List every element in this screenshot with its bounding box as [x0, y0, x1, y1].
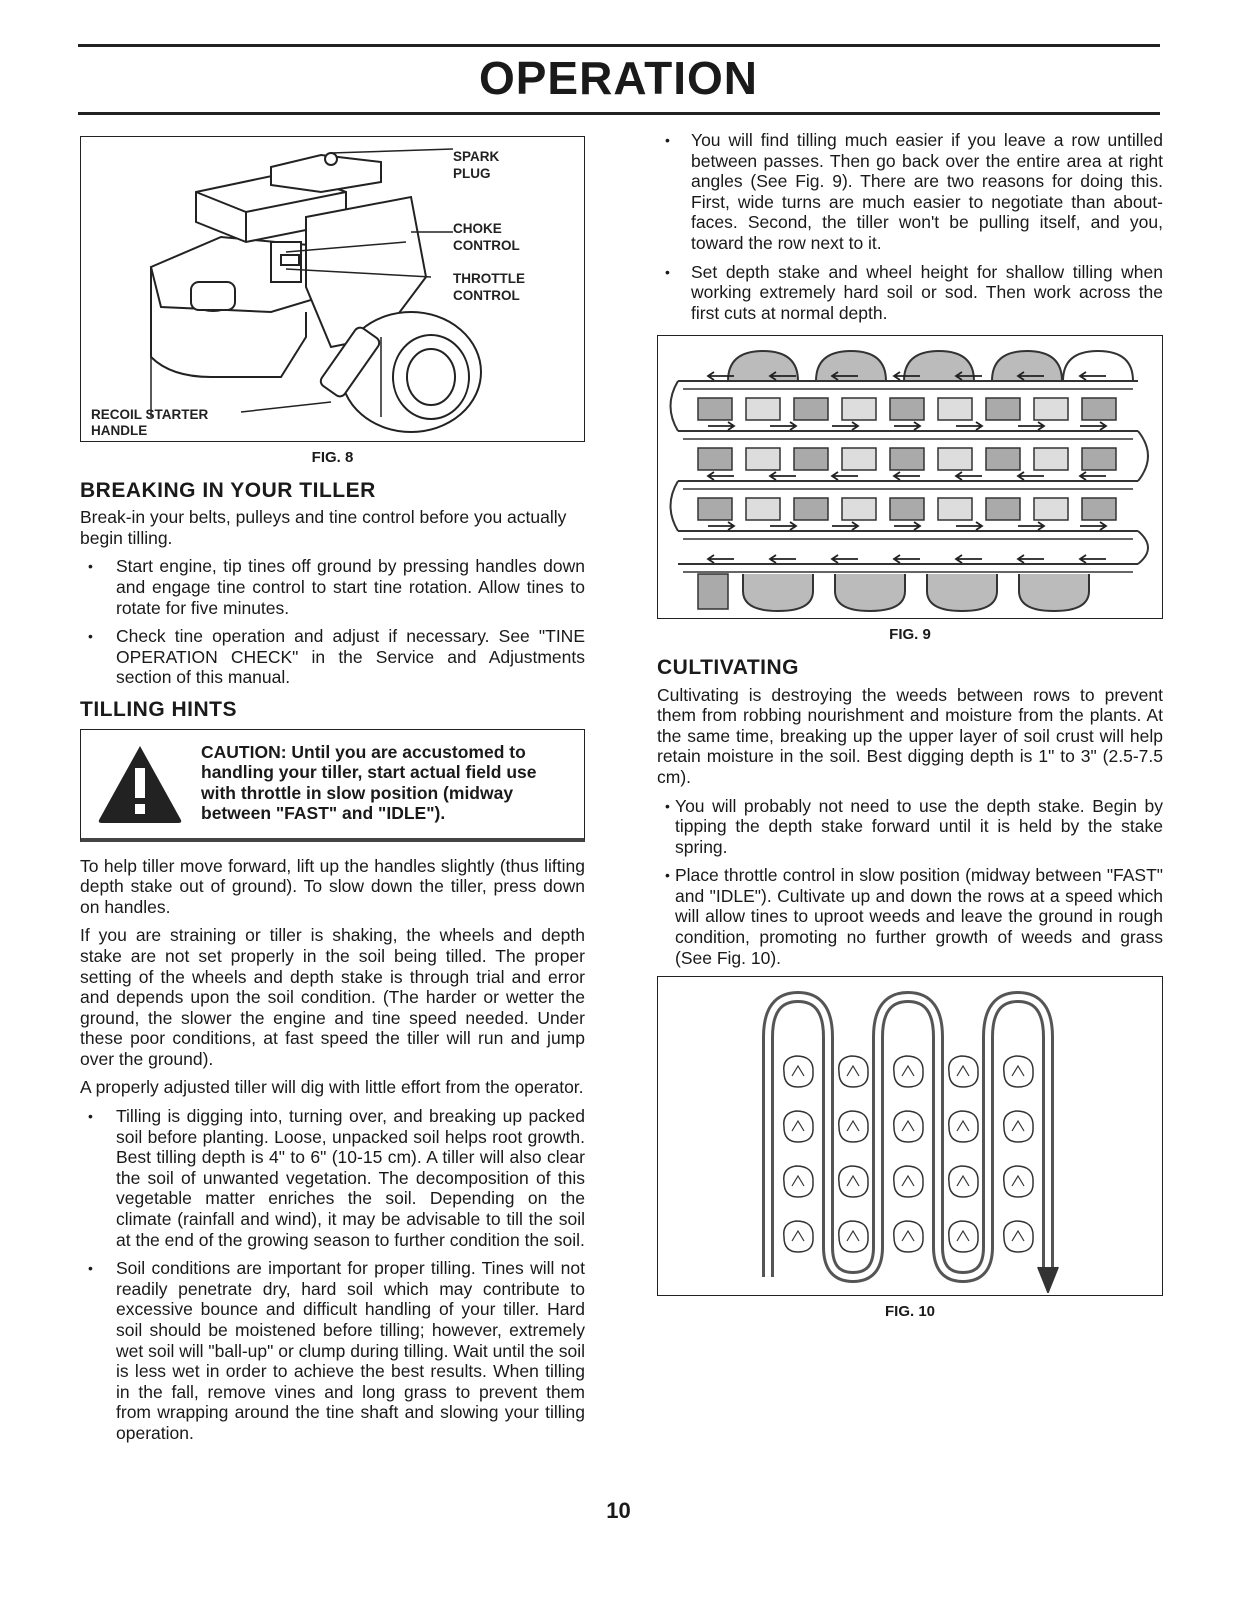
tilled-strip: [1034, 398, 1068, 420]
tilling-hints-list: [80, 1106, 585, 1444]
plant-icon: [894, 1111, 923, 1142]
direction-arrow: [894, 555, 920, 563]
tilled-strip: [890, 448, 924, 470]
plant-icon: [839, 1221, 868, 1252]
top-rule: [78, 44, 1160, 47]
direction-arrow: [956, 472, 982, 480]
tilled-strip: [1082, 448, 1116, 470]
plant-icon: [839, 1056, 868, 1087]
spark-plug-label: [453, 149, 500, 181]
plant-icon: [784, 1111, 813, 1142]
direction-arrow: [708, 555, 734, 563]
plant-icon: [839, 1111, 868, 1142]
tilling-paragraph: To help tiller move forward, lift up the handles slightly (thus lifting depth stake out of ground). To slow down the tiller, press down on handles.: [80, 855, 585, 917]
direction-arrow: [1080, 472, 1106, 480]
tilled-strip: [938, 448, 972, 470]
tilled-strip: [794, 448, 828, 470]
breaking-in-list: [80, 556, 585, 688]
tilling-hints-heading: TILLING HINTS: [80, 697, 237, 721]
list-item: • Soil conditions are important for proper tilling. Tines will not readily penetrate dry, hard soil which may contribute to excessive bounce and difficult handling of your tiller. Hard soil should be moistened before tilling; however, extremely wet soil will "ball-up" or clump during tilling. Wait until the soil is less wet in order to achieve the best results. When tilling in the fall, remove vines and long grass to prevent them from wrapping around the tine shaft and slowing your tilling operation.: [80, 1258, 585, 1443]
plant-icon: [1004, 1111, 1033, 1142]
tilled-strip: [890, 498, 924, 520]
direction-arrow: [956, 422, 982, 430]
direction-arrow: [708, 522, 734, 530]
down-arrow-icon: [1038, 1267, 1058, 1292]
list-item: • Check tine operation and adjust if necessary. See "TINE OPERATION CHECK" in the Service and Adjustments section of this manual.: [80, 626, 585, 688]
direction-arrow: [832, 422, 858, 430]
direction-arrow: [1018, 555, 1044, 563]
tine-hump: [1019, 574, 1089, 611]
fig10-caption: FIG. 10: [884, 1303, 936, 1321]
fig10-box: [657, 976, 1163, 1296]
turn-loop: [1138, 431, 1148, 481]
tilled-strip: [1034, 448, 1068, 470]
list-item: • Start engine, tip tines off ground by pressing handles down and engage tine control to start tine rotation. Allow tines to rotate for five minutes.: [80, 556, 585, 618]
plant-icon: [784, 1166, 813, 1197]
list-item: • You will probably not need to use the depth stake. Begin by tipping the depth stake forward until it is held by the stake spring.: [657, 796, 1163, 858]
tilled-strip: [938, 398, 972, 420]
turn-loop: [1138, 531, 1148, 564]
plant-icon: [894, 1166, 923, 1197]
direction-arrow: [832, 522, 858, 530]
plant-icon: [949, 1221, 978, 1252]
turn-loop: [671, 381, 679, 431]
breaking-in-intro: Break-in your belts, pulleys and tine control before you actually begin tilling.: [80, 507, 567, 548]
direction-arrow: [1018, 422, 1044, 430]
direction-arrow: [770, 422, 796, 430]
recoil-starter-label-line1: RECOIL STARTER: [91, 407, 209, 422]
direction-arrow: [770, 522, 796, 530]
choke-control-label-line1: CHOKE: [453, 221, 502, 236]
plant-icon: [1004, 1221, 1033, 1252]
tilled-strip: [746, 498, 780, 520]
direction-arrow: [1080, 422, 1106, 430]
list-item: • Place throttle control in slow position (midway between "FAST" and "IDLE"). Cultivate up and down the rows at a speed which will allow tines to uproot weeds and leave the ground in rough condition, promoting no further growth of weeds and grass (See Fig. 10).: [657, 865, 1163, 968]
plant-icon: [1004, 1056, 1033, 1087]
direction-arrow: [708, 472, 734, 480]
spark-plug-label-line1: SPARK: [453, 149, 500, 164]
plant-icon: [784, 1221, 813, 1252]
plant-icon: [839, 1166, 868, 1197]
plant-icon: [894, 1056, 923, 1087]
plant-icon: [894, 1221, 923, 1252]
engine-illustration: [81, 137, 584, 439]
caution-box: [80, 729, 585, 842]
left-column: [80, 136, 585, 1452]
direction-arrow: [1018, 472, 1044, 480]
direction-arrow: [1080, 372, 1106, 380]
fig8-caption: FIG. 8: [311, 449, 354, 466]
tilled-strip: [986, 448, 1020, 470]
direction-arrow: [1080, 522, 1106, 530]
cross-tilling-pattern-diagram: [658, 336, 1162, 616]
plant-icon: [949, 1056, 978, 1087]
cultivating-intro: Cultivating is destroying the weeds between rows to prevent them from robbing nourishment and moisture from the plants. At the same time, breaking up the upper layer of soil crust will help retain moisture in the soil. Best digging depth is 1" to 3" (2.5-7.5 cm).: [657, 684, 1163, 787]
list-item: • You will find tilling much easier if you leave a row untilled between passes. Then go back over the entire area at right angles (See Fig. 9). There are two reasons for doing this. First, wide turns are much easier to negotiate than about-faces. Second, the tiller won't be pulling itself, and you, toward the row next to it.: [657, 130, 1163, 254]
tilled-strip: [746, 448, 780, 470]
tilled-strip: [794, 398, 828, 420]
direction-arrow: [832, 555, 858, 563]
warning-triangle-icon: [95, 742, 185, 826]
tilling-tips-list: [657, 130, 1163, 323]
cultivating-heading: CULTIVATING: [657, 655, 799, 679]
tilling-paragraph: A properly adjusted tiller will dig with little effort from the operator.: [80, 1077, 584, 1098]
tilled-strip: [746, 398, 780, 420]
tine-hump: [743, 574, 813, 611]
fig9-caption: FIG. 9: [889, 626, 931, 644]
tine-hump: [835, 574, 905, 611]
list-item: • Set depth stake and wheel height for shallow tilling when working extremely hard soil or sod. Then work across the first cuts at normal depth.: [657, 262, 1163, 324]
direction-arrow: [770, 472, 796, 480]
tilled-strip: [1082, 498, 1116, 520]
tilled-strip: [698, 574, 728, 609]
fig9-box: [657, 335, 1163, 619]
turn-loop: [671, 481, 679, 531]
breaking-in-heading: BREAKING IN YOUR TILLER: [80, 478, 376, 502]
tilled-strip: [986, 498, 1020, 520]
tilled-strip: [986, 398, 1020, 420]
title-underline: [78, 112, 1160, 115]
direction-arrow: [894, 522, 920, 530]
tilled-strip: [842, 448, 876, 470]
tilling-paragraph: If you are straining or tiller is shaking, the wheels and depth stake are not set properly in the soil being tilled. The proper setting of the wheels and depth stake is through trial and error and depends upon the soil condition. (The harder or wetter the ground, the slower the engine and tine speed needed. Under these poor conditions, at fast speed the tiller will run and jump over the ground).: [80, 925, 585, 1069]
list-item: • Tilling is digging into, turning over, and breaking up packed soil before planting. Loose, unpacked soil helps root growth. Best tilling depth is 4" to 6" (10-15 cm). A tiller will also clear the soil of unwanted vegetation. The decomposition of this vegetable matter enriches the soil. Depending on the climate (rainfall and wind), it may be advisable to till the soil at the end of the growing season to further condition the soil.: [80, 1106, 585, 1250]
tilled-strip: [1082, 398, 1116, 420]
direction-arrow: [770, 555, 796, 563]
tilled-strip: [1034, 498, 1068, 520]
tilled-strip: [842, 398, 876, 420]
plant-icon: [949, 1166, 978, 1197]
tine-hump: [927, 574, 997, 611]
tilled-strip: [698, 498, 732, 520]
direction-arrow: [1080, 555, 1106, 563]
caution-text: CAUTION: Until you are accustomed to handling your tiller, start actual field use with throttle in slow position (midway between "FAST" and "IDLE").: [201, 741, 537, 824]
tilled-strip: [842, 498, 876, 520]
throttle-control-label-line1: THROTTLE: [453, 271, 525, 286]
throttle-control-label-line2: CONTROL: [453, 288, 520, 303]
page-number: 10: [606, 1498, 631, 1523]
direction-arrow: [956, 555, 982, 563]
tilled-strip: [698, 448, 732, 470]
tilled-strip: [794, 498, 828, 520]
tilled-strip: [698, 398, 732, 420]
fig8-box: [80, 136, 585, 442]
direction-arrow: [894, 422, 920, 430]
right-column: [657, 130, 1163, 1323]
cultivating-list: [657, 796, 1163, 969]
spark-plug-label-line2: PLUG: [453, 166, 491, 181]
tilled-strip: [938, 498, 972, 520]
direction-arrow: [1018, 522, 1044, 530]
plant-icon: [784, 1056, 813, 1087]
direction-arrow: [894, 472, 920, 480]
tilled-strip: [890, 398, 924, 420]
direction-arrow: [708, 422, 734, 430]
direction-arrow: [956, 522, 982, 530]
plant-icon: [1004, 1166, 1033, 1197]
page-title: OPERATION: [478, 52, 759, 104]
choke-control-label-line2: CONTROL: [453, 238, 520, 253]
recoil-starter-label-line2: HANDLE: [91, 423, 148, 438]
direction-arrow: [832, 472, 858, 480]
cultivating-path-diagram: [658, 977, 1162, 1293]
plant-icon: [949, 1111, 978, 1142]
